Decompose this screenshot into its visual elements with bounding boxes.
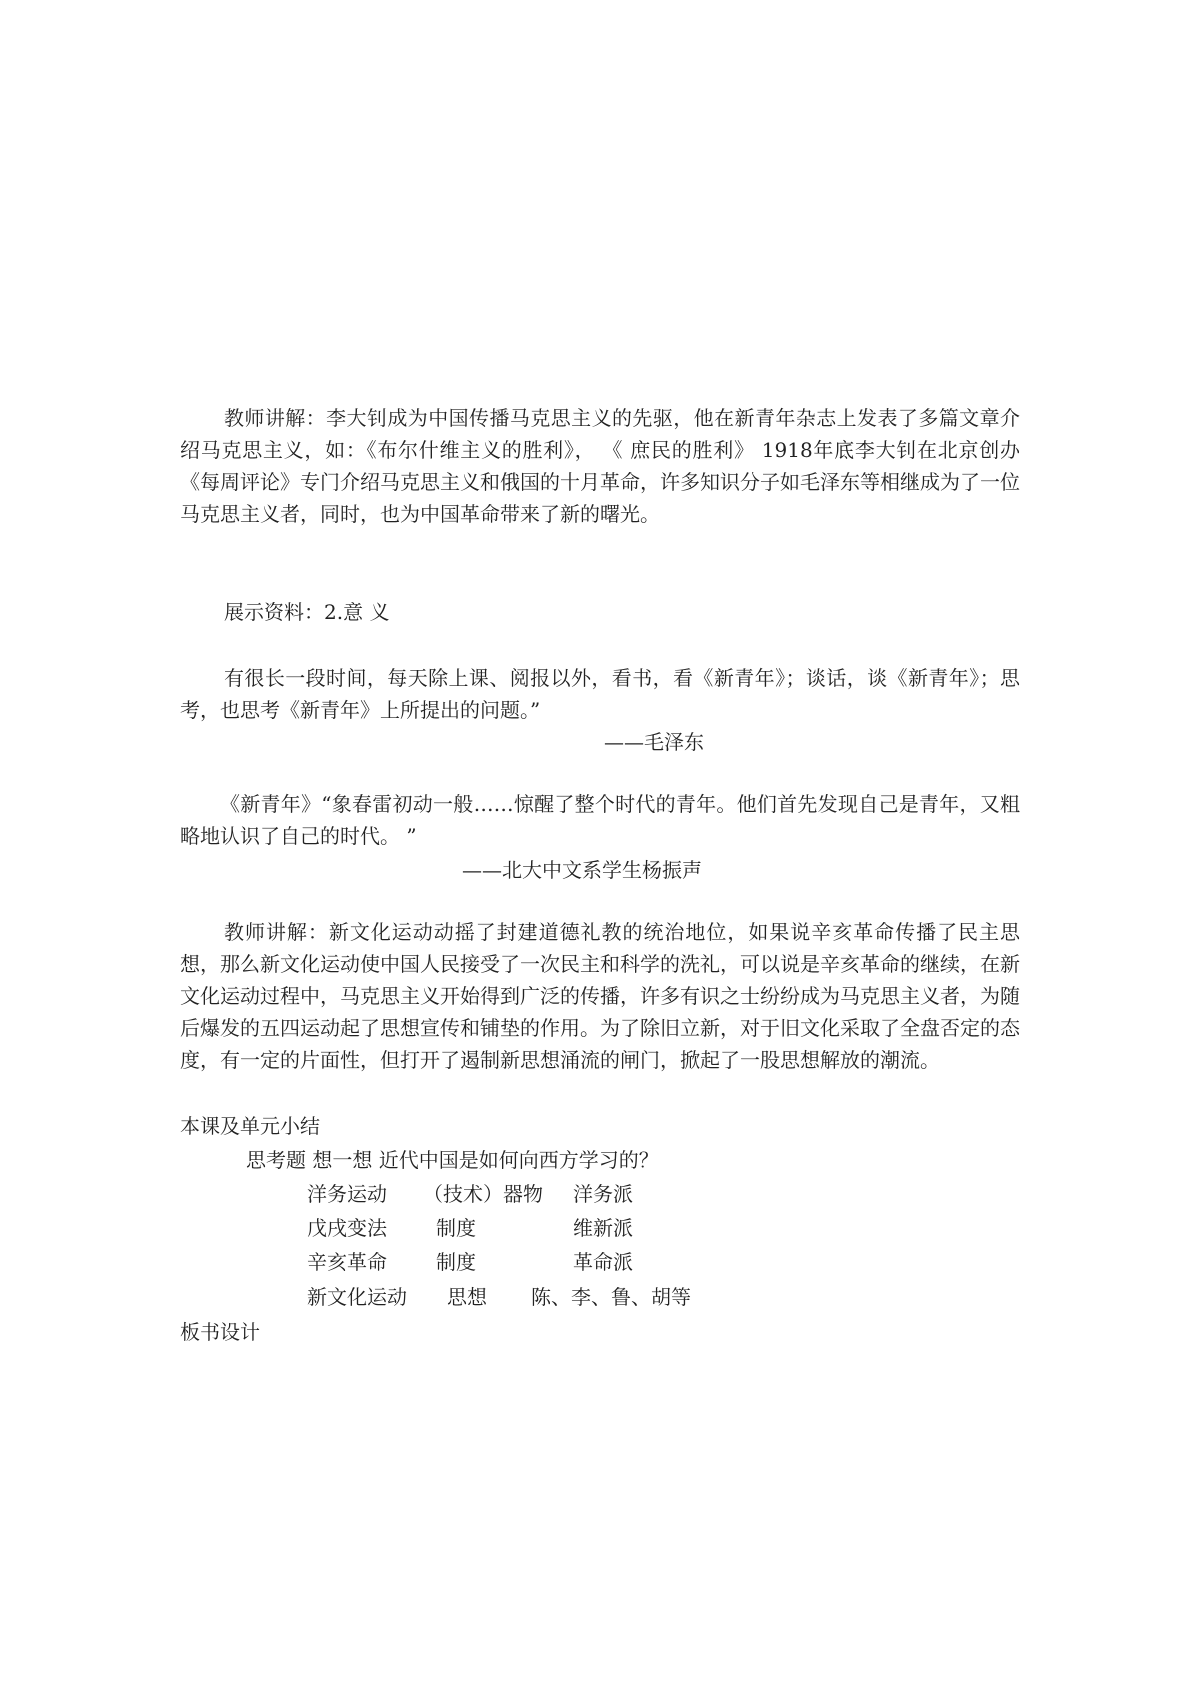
summary-movement: 辛亥革命 — [307, 1250, 387, 1274]
board-design-heading: 板书设计 — [180, 1320, 260, 1344]
summary-heading: 本课及单元小结 — [180, 1114, 320, 1138]
show-material-line: 展示资料：2.意 义 — [224, 600, 390, 624]
summary-movement: 戊戌变法 — [307, 1216, 387, 1240]
teacher-explanation-paragraph-1: 教师讲解：李大钊成为中国传播马克思主义的先驱，他在新青年杂志上发表了多篇文章介绍马克思主义，如：《布尔什维主义的胜利》， 《 庶民的胜利》 1918年底李大钊在北京创办《每周评论》专门介绍马克思主义和俄国的十月革命，许多知识分子如毛泽东等相继成为了一位马克思主义者，同时，也为中国革命带来了新的曙光。 — [180, 406, 1020, 526]
summary-group: 革命派 — [573, 1250, 633, 1274]
summary-group: 洋务派 — [573, 1182, 633, 1206]
summary-aspect: 思想 — [447, 1285, 487, 1309]
summary-aspect: （技术）器物 — [423, 1182, 543, 1206]
summary-movement: 新文化运动 — [307, 1285, 407, 1309]
summary-aspect: 制度 — [436, 1250, 476, 1274]
quote-mao-author: ——毛泽东 — [604, 730, 704, 754]
teacher-explanation-paragraph-2: 教师讲解：新文化运动动摇了封建道德礼教的统治地位，如果说辛亥革命传播了民主思想，那么新文化运动使中国人民接受了一次民主和科学的洗礼，可以说是辛亥革命的继续，在新文化运动过程中，马克思主义开始得到广泛的传播，许多有识之士纷纷成为马克思主义者，为随后爆发的五四运动起了思想宣传和铺垫的作用。为了除旧立新，对于旧文化采取了全盘否定的态度，有一定的片面性，但打开了遏制新思想涌流的闸门，掀起了一股思想解放的潮流。 — [180, 920, 1020, 1072]
summary-group: 维新派 — [573, 1216, 633, 1240]
summary-group: 陈、李、鲁、胡等 — [531, 1285, 691, 1309]
quote-yang-text: 《新青年》“象春雷初动一般……惊醒了整个时代的青年。他们首先发现自己是青年，又粗略地认识了自己的时代。 ” — [180, 792, 1020, 848]
summary-aspect: 制度 — [436, 1216, 476, 1240]
summary-movement: 洋务运动 — [307, 1182, 387, 1206]
quote-mao-text: 有很长一段时间，每天除上课、阅报以外，看书，看《新青年》；谈话，谈《新青年》；思考，也思考《新青年》上所提出的问题。” — [180, 666, 1020, 722]
quote-yang-author: ——北大中文系学生杨振声 — [462, 858, 702, 882]
think-question: 思考题 想一想 近代中国是如何向西方学习的？ — [246, 1148, 659, 1172]
